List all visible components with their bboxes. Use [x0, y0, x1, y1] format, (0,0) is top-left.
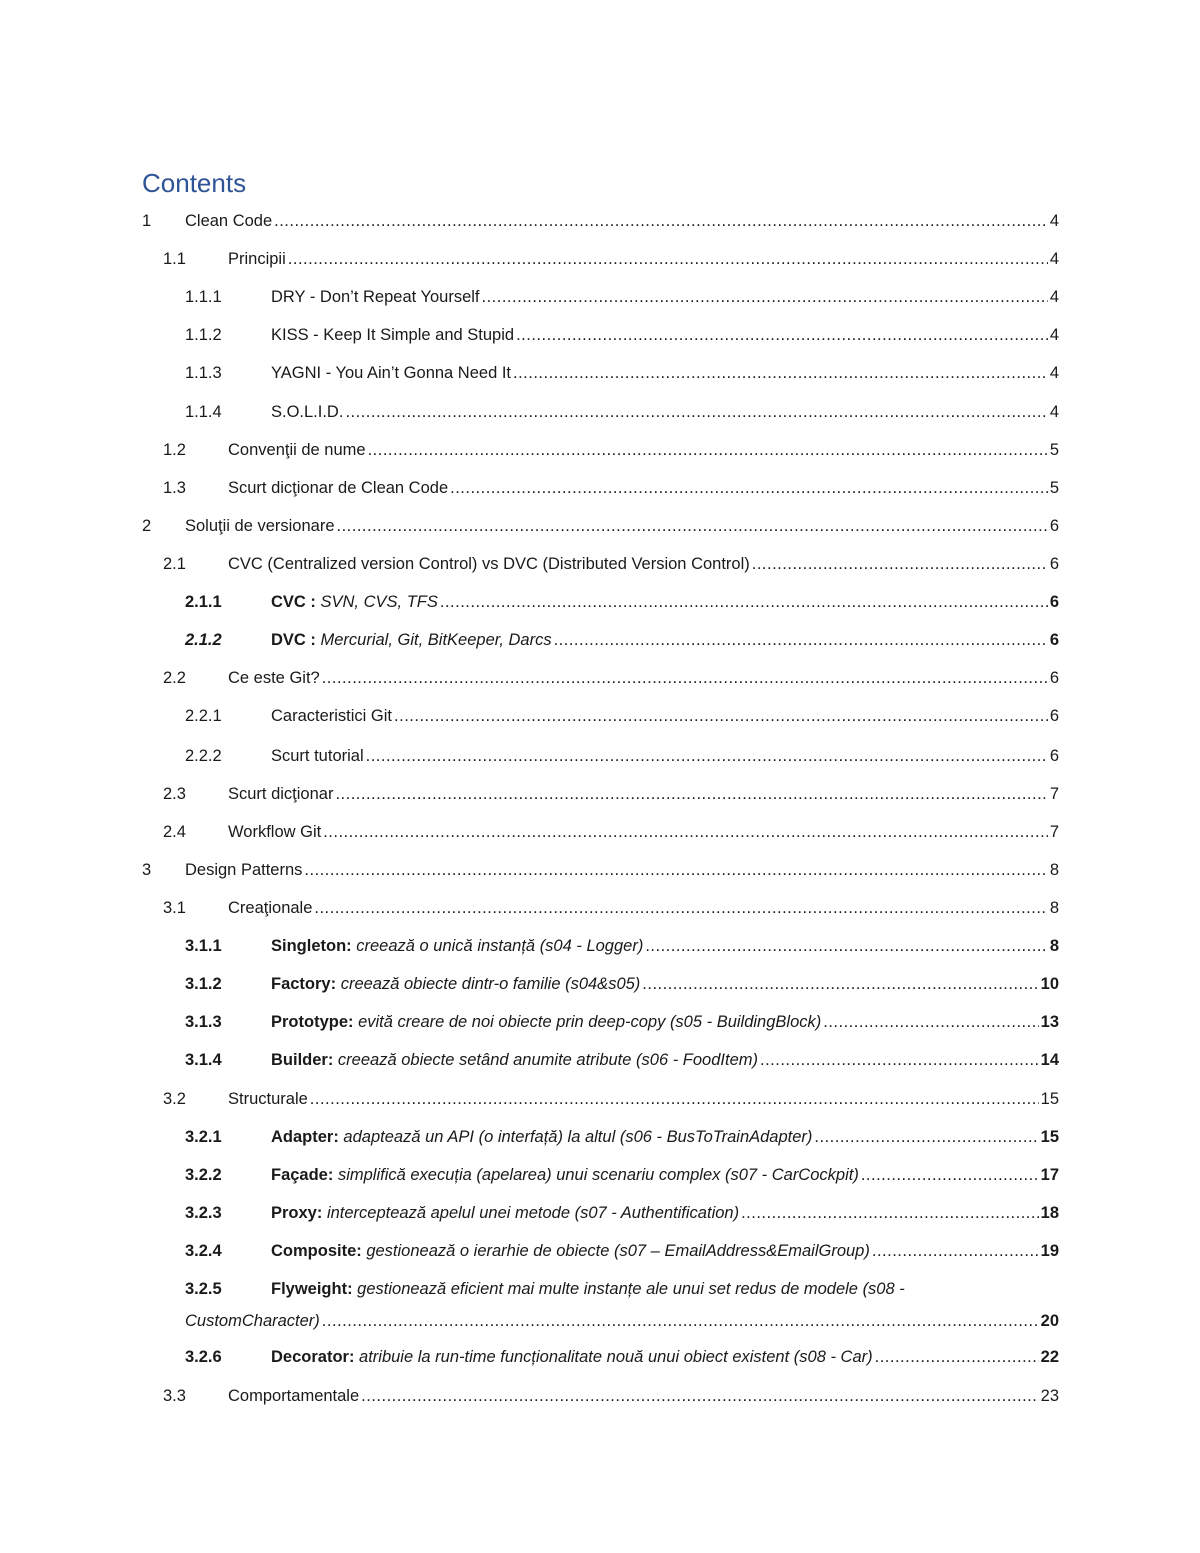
toc-entry-keyword: Flyweight:	[271, 1280, 353, 1298]
toc-entry-text	[271, 396, 343, 428]
toc-entry-number: 3.2	[163, 1090, 186, 1108]
dot-leader	[335, 778, 1047, 810]
dot-leader	[482, 281, 1048, 313]
toc-entry[interactable]	[0, 357, 1200, 389]
toc-entry-page-number: 18	[1040, 1204, 1059, 1222]
toc-entry-number: 2.2.2	[185, 747, 222, 765]
toc-entry-line	[228, 662, 1059, 694]
toc-entry-description: adaptează un API (o interfață) la altul (s06 - BusToTrainAdapter)	[338, 1128, 813, 1146]
toc-entry-title: Structurale	[228, 1090, 308, 1108]
toc-entry[interactable]	[0, 700, 1200, 732]
toc-entry-page-number: 13	[1040, 1013, 1059, 1031]
dot-leader	[394, 700, 1048, 732]
toc-entry[interactable]	[0, 586, 1200, 618]
toc-entry-text	[228, 778, 333, 810]
toc-entry-line	[271, 700, 1059, 732]
toc-entry-description: creează o unică instanță (s04 - Logger)	[351, 937, 644, 955]
toc-entry-title: Caracteristici Git	[271, 707, 393, 725]
toc-entry-keyword: Singleton:	[271, 937, 352, 955]
toc-entry-line	[228, 1380, 1059, 1412]
toc-entry-title: Soluţii de versionare	[185, 517, 335, 535]
toc-entry-title: Scurt tutorial	[271, 747, 364, 765]
toc-entry-page-number: 6	[1049, 707, 1059, 725]
toc-entry-text	[228, 548, 750, 580]
toc-entry[interactable]	[0, 1341, 1200, 1373]
toc-entry-line	[228, 472, 1059, 504]
toc-entry-title: Clean Code	[185, 212, 273, 230]
toc-entry-description: gestionează o ierarhie de obiecte (s07 – EmailAddress&EmailGroup)	[361, 1242, 870, 1260]
toc-entry-text	[228, 1380, 359, 1412]
toc-entry-text	[185, 1305, 320, 1337]
toc-entry-text	[271, 1006, 821, 1038]
toc-entry[interactable]	[0, 396, 1200, 428]
dot-leader	[288, 243, 1048, 275]
toc-entry-text	[185, 510, 335, 542]
toc-entry-title: CVC (Centralized version Control) vs DVC (Distributed Version Control)	[228, 555, 750, 573]
toc-entry-number: 3.2.1	[185, 1128, 222, 1146]
toc-entry-page-number: 6	[1049, 555, 1059, 573]
toc-entry-page-number: 7	[1049, 785, 1059, 803]
toc-entry-number: 2.2	[163, 669, 186, 687]
toc-entry-page-number: 17	[1040, 1166, 1059, 1184]
toc-entry-title: Workflow Git	[228, 823, 322, 841]
toc-entry-text	[271, 1044, 758, 1076]
toc-entry-page-number: 10	[1040, 975, 1059, 993]
toc-entry-page-number: 22	[1040, 1348, 1059, 1366]
toc-entry-title: Comportamentale	[228, 1387, 360, 1405]
toc-entry-number: 1	[142, 212, 152, 230]
toc-entry[interactable]	[0, 1273, 1200, 1337]
toc-entry-page-number: 6	[1049, 593, 1059, 611]
dot-leader	[368, 434, 1048, 466]
toc-entry-page-number: 23	[1040, 1387, 1059, 1405]
toc-entry-line	[228, 892, 1059, 924]
toc-entry-number: 2.1.2	[185, 631, 222, 649]
dot-leader	[323, 816, 1048, 848]
toc-entry-page-number: 20	[1040, 1312, 1059, 1330]
toc-entry-keyword: Façade:	[271, 1166, 334, 1184]
toc-entry-text	[271, 586, 438, 618]
dot-leader	[872, 1235, 1039, 1267]
toc-entry[interactable]	[0, 243, 1200, 275]
toc-entry-page-number: 6	[1049, 669, 1059, 687]
toc-entry-text	[271, 1341, 873, 1373]
toc-entry-page-number: 19	[1040, 1242, 1059, 1260]
dot-leader	[322, 662, 1048, 694]
toc-entry-text	[228, 662, 320, 694]
toc-entry-line	[271, 740, 1059, 772]
toc-entry-keyword: Prototype:	[271, 1013, 354, 1031]
toc-entry-text	[185, 854, 302, 886]
toc-entry[interactable]	[0, 968, 1200, 1000]
toc-entry-line	[271, 319, 1059, 351]
toc-entry-number: 2.1	[163, 555, 186, 573]
toc-entry-line	[271, 968, 1059, 1000]
toc-entry-title: DRY - Don’t Repeat Yourself	[271, 288, 480, 306]
toc-entry-text	[271, 281, 480, 313]
dot-leader	[554, 624, 1048, 656]
toc-entry-title: S.O.L.I.D.	[271, 403, 344, 421]
toc-entry-description: creează obiecte dintr-o familie (s04&s05)	[336, 975, 641, 993]
toc-entry[interactable]	[0, 319, 1200, 351]
toc-entry-number: 1.1.2	[185, 326, 222, 344]
toc-entry-number: 3.2.6	[185, 1348, 222, 1366]
toc-entry-line	[271, 1044, 1059, 1076]
toc-entry-text	[271, 624, 552, 656]
toc-entry-line	[271, 930, 1059, 962]
toc-entry-line	[228, 243, 1059, 275]
toc-entry-title: Ce este Git?	[228, 669, 320, 687]
dot-leader	[516, 319, 1048, 351]
toc-entry[interactable]	[0, 892, 1200, 924]
toc-entry-page-number: 14	[1040, 1051, 1059, 1069]
toc-entry-line	[271, 357, 1059, 389]
dot-leader	[760, 1044, 1039, 1076]
toc-entry-description-continued: CustomCharacter)	[185, 1312, 320, 1330]
toc-title: Contents	[142, 168, 247, 198]
toc-entry-text	[271, 700, 392, 732]
toc-entry-title: Scurt dicţionar de Clean Code	[228, 479, 449, 497]
toc-entry-page-number: 8	[1049, 899, 1059, 917]
toc-entry-line	[185, 510, 1059, 542]
toc-entry-keyword: DVC :	[271, 631, 316, 649]
toc-entry-number: 3.1	[163, 899, 186, 917]
toc-entry-page-number: 6	[1049, 517, 1059, 535]
dot-leader	[814, 1121, 1038, 1153]
toc-entry-text	[228, 472, 448, 504]
toc-entry-line	[185, 854, 1059, 886]
dot-leader	[440, 586, 1048, 618]
toc-entry-text	[271, 1197, 739, 1229]
toc-entry[interactable]	[0, 1235, 1200, 1267]
toc-entry[interactable]	[0, 816, 1200, 848]
toc-entry-page-number: 15	[1040, 1128, 1059, 1146]
dot-leader	[345, 396, 1047, 428]
toc-entry-description: evită creare de noi obiecte prin deep-copy (s05 - BuildingBlock)	[353, 1013, 822, 1031]
toc-entry-line	[271, 1235, 1059, 1267]
toc-entry-text	[271, 1273, 905, 1305]
toc-entry[interactable]	[0, 1006, 1200, 1038]
toc-entry[interactable]	[0, 205, 1200, 237]
toc-entry-number: 3.1.4	[185, 1051, 222, 1069]
toc-entry-keyword: Proxy:	[271, 1204, 323, 1222]
toc-entry-line	[271, 1159, 1059, 1191]
toc-entry-page-number: 4	[1049, 212, 1059, 230]
toc-entry-line	[271, 1197, 1059, 1229]
toc-entry-page-number: 4	[1049, 403, 1059, 421]
toc-entry-number: 1.2	[163, 441, 186, 459]
toc-entry-description: simplifică execuția (apelarea) unui scenariu complex (s07 - CarCockpit)	[333, 1166, 859, 1184]
toc-entry-description: interceptează apelul unei metode (s07 - Authentification)	[322, 1204, 740, 1222]
toc-entry-text	[228, 243, 286, 275]
toc-entry[interactable]	[0, 281, 1200, 313]
toc-entry-number: 3.1.1	[185, 937, 222, 955]
toc-entry-title: KISS - Keep It Simple and Stupid	[271, 326, 515, 344]
dot-leader	[450, 472, 1048, 504]
dot-leader	[361, 1380, 1038, 1412]
toc-entry-number: 3	[142, 861, 152, 879]
toc-entry-page-number: 15	[1040, 1090, 1059, 1108]
toc-entry-page-number: 8	[1049, 937, 1059, 955]
toc-entry-page-number: 8	[1049, 861, 1059, 879]
toc-entry[interactable]	[0, 1083, 1200, 1115]
toc-entry-title: Principii	[228, 250, 286, 268]
toc-entry-keyword: Adapter:	[271, 1128, 339, 1146]
toc-entry-text	[228, 434, 366, 466]
toc-entry-keyword: Factory:	[271, 975, 337, 993]
toc-entry-number: 1.3	[163, 479, 186, 497]
toc-entry[interactable]	[0, 624, 1200, 656]
toc-entry-text	[228, 1083, 308, 1115]
dot-leader	[513, 357, 1048, 389]
toc-entry-number: 3.3	[163, 1387, 186, 1405]
toc-entry[interactable]	[0, 1159, 1200, 1191]
toc-entry-number: 2.4	[163, 823, 186, 841]
toc-entry-number: 3.2.5	[185, 1280, 222, 1298]
dot-leader	[337, 510, 1048, 542]
toc-entry-keyword: CVC :	[271, 593, 316, 611]
toc-entry[interactable]	[0, 434, 1200, 466]
toc-entry-text	[271, 968, 640, 1000]
toc-entry[interactable]	[0, 1197, 1200, 1229]
toc-entry[interactable]	[0, 548, 1200, 580]
toc-entry-line	[185, 1305, 1059, 1337]
toc-entry-title: YAGNI - You Ain’t Gonna Need It	[271, 364, 512, 382]
toc-entry-number: 3.1.3	[185, 1013, 222, 1031]
toc-entry-line	[271, 1341, 1059, 1373]
toc-entry-line	[271, 1006, 1059, 1038]
toc-entry[interactable]	[0, 1044, 1200, 1076]
toc-entry-page-number: 6	[1049, 631, 1059, 649]
toc-entry[interactable]	[0, 930, 1200, 962]
toc-entry-number: 2.2.1	[185, 707, 222, 725]
toc-entry-number: 3.2.2	[185, 1166, 222, 1184]
toc-entry-text	[228, 892, 312, 924]
toc-entry-line	[228, 548, 1059, 580]
toc-entry[interactable]	[0, 472, 1200, 504]
toc-entry-page-number: 6	[1049, 747, 1059, 765]
toc-entry[interactable]	[0, 662, 1200, 694]
toc-entry-page-number: 5	[1049, 441, 1059, 459]
dot-leader	[645, 930, 1047, 962]
dot-leader	[314, 892, 1047, 924]
toc-entry-page-number: 4	[1049, 288, 1059, 306]
toc-entry[interactable]	[0, 510, 1200, 542]
toc-entry-text	[271, 1121, 812, 1153]
toc-entry[interactable]	[0, 740, 1200, 772]
toc-entry-number: 1.1.1	[185, 288, 222, 306]
dot-leader	[366, 740, 1048, 772]
toc-entry-number: 1.1.3	[185, 364, 222, 382]
toc-entry-line	[271, 586, 1059, 618]
toc-entry-number: 1.1	[163, 250, 186, 268]
dot-leader	[304, 854, 1047, 886]
dot-leader	[274, 205, 1048, 237]
dot-leader	[322, 1305, 1039, 1337]
toc-entry-title: Scurt dicţionar	[228, 785, 334, 803]
toc-entry-line	[228, 816, 1059, 848]
toc-entry-line	[228, 434, 1059, 466]
dot-leader	[642, 968, 1038, 1000]
toc-entry-line	[271, 1121, 1059, 1153]
toc-entry-number: 2.1.1	[185, 593, 222, 611]
dot-leader	[875, 1341, 1039, 1373]
dot-leader	[752, 548, 1048, 580]
toc-entry-title: Design Patterns	[185, 861, 303, 879]
toc-entry[interactable]	[0, 778, 1200, 810]
toc-entry-line	[271, 281, 1059, 313]
toc-entry-text	[271, 930, 643, 962]
toc-entry-page-number: 4	[1049, 364, 1059, 382]
toc-entry-title: Convenţii de nume	[228, 441, 366, 459]
toc-entry-description: atribuie la run-time funcționalitate nouă unui obiect existent (s08 - Car)	[354, 1348, 873, 1366]
toc-entry-page-number: 5	[1049, 479, 1059, 497]
toc-entry-text	[271, 740, 364, 772]
toc-entry-page-number: 4	[1049, 250, 1059, 268]
toc-entry-number: 1.1.4	[185, 403, 222, 421]
toc-entry-keyword: Builder:	[271, 1051, 334, 1069]
toc-entry-text	[271, 1159, 859, 1191]
toc-entry-text	[271, 357, 511, 389]
toc-entry-keyword: Composite:	[271, 1242, 362, 1260]
dot-leader	[823, 1006, 1038, 1038]
toc-entry-number: 3.1.2	[185, 975, 222, 993]
toc-entry-number: 3.2.3	[185, 1204, 222, 1222]
toc-entry-line	[271, 624, 1059, 656]
toc-entry-description: SVN, CVS, TFS	[315, 593, 438, 611]
toc-entry-number: 3.2.4	[185, 1242, 222, 1260]
dot-leader	[310, 1083, 1039, 1115]
toc-entry-line	[185, 205, 1059, 237]
toc-entry-text	[271, 319, 514, 351]
toc-entry-description: Mercurial, Git, BitKeeper, Darcs	[315, 631, 552, 649]
toc-entry-text	[228, 816, 321, 848]
toc-entry[interactable]	[0, 1380, 1200, 1412]
toc-entry-text	[185, 205, 272, 237]
toc-entry-line	[228, 1083, 1059, 1115]
toc-entry-line	[271, 396, 1059, 428]
toc-entry-page-number: 7	[1049, 823, 1059, 841]
toc-entry-text	[271, 1235, 870, 1267]
toc-entry-keyword: Decorator:	[271, 1348, 355, 1366]
toc-entry-description: creează obiecte setând anumite atribute (s06 - FoodItem)	[333, 1051, 758, 1069]
toc-entry-description: gestionează eficient mai multe instanțe ale unui set redus de modele (s08 -	[352, 1280, 905, 1298]
toc-entry-title: Creaţionale	[228, 899, 313, 917]
dot-leader	[741, 1197, 1039, 1229]
toc-entry-line	[228, 778, 1059, 810]
toc-entry-number: 2	[142, 517, 152, 535]
toc-entry-page-number: 4	[1049, 326, 1059, 344]
toc-entry-number: 2.3	[163, 785, 186, 803]
dot-leader	[861, 1159, 1039, 1191]
toc-entry[interactable]	[0, 1121, 1200, 1153]
toc-entry[interactable]	[0, 854, 1200, 886]
